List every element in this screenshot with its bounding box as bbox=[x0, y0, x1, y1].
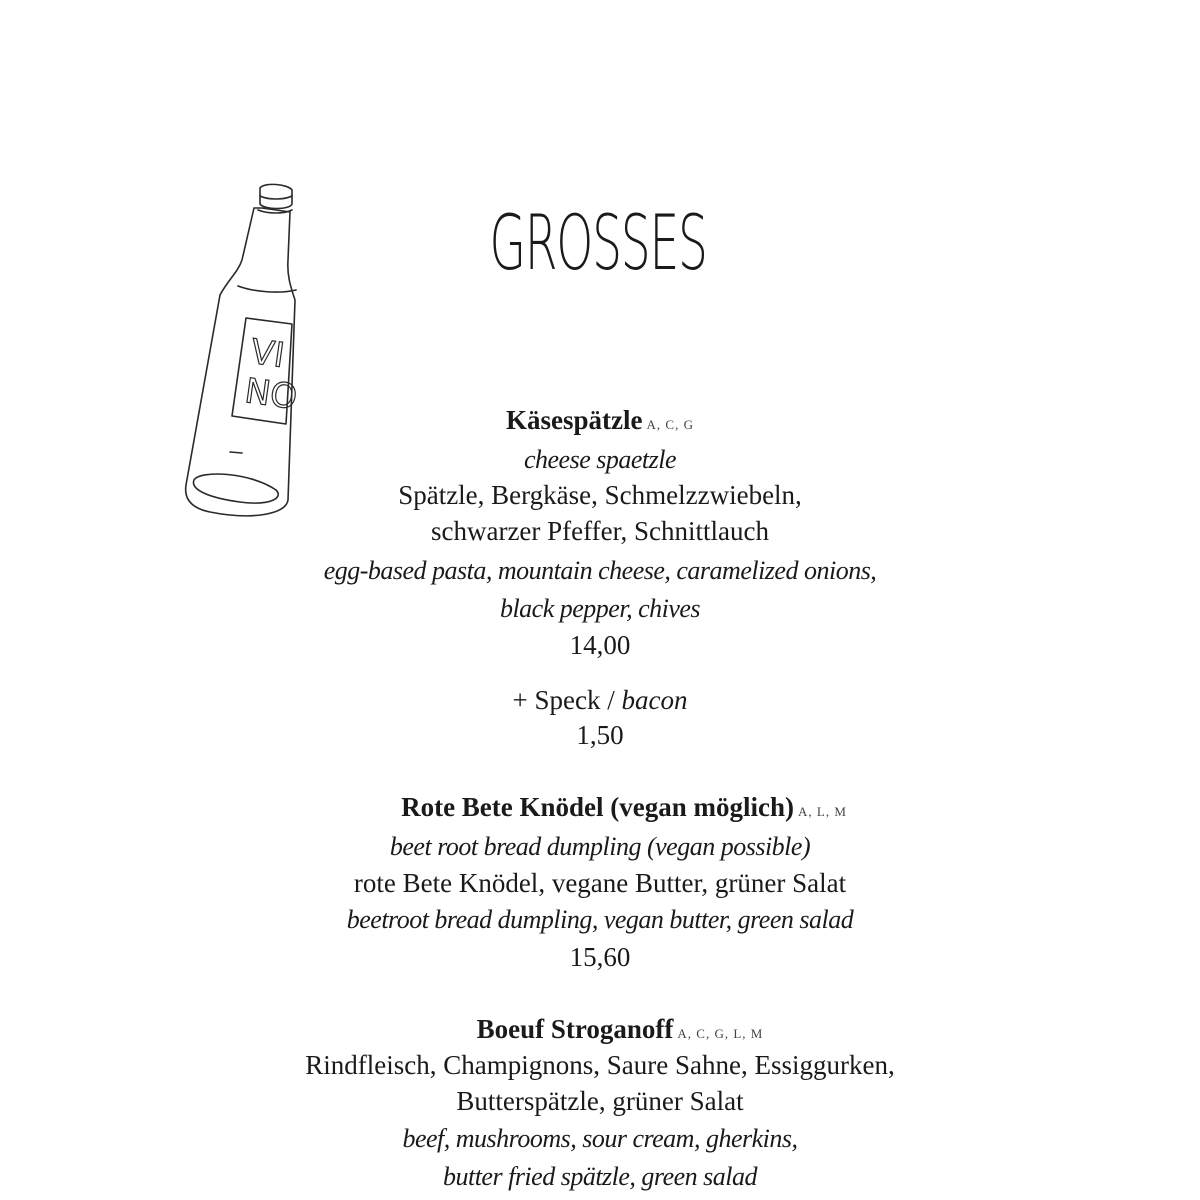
dish-name-en: cheese spaetzle bbox=[523, 445, 677, 474]
addon-label-de: + Speck / bbox=[512, 685, 615, 715]
dish-allergens: A, C, G bbox=[646, 417, 694, 432]
dish-price: 15,60 bbox=[569, 942, 631, 972]
dish-name: Käsespätzle bbox=[506, 405, 643, 435]
dish-desc-en: black pepper, chives bbox=[499, 594, 701, 623]
dish-name-en: beet root bread dumpling (vegan possible) bbox=[389, 832, 811, 861]
dish-desc-de: schwarzer Pfeffer, Schnittlauch bbox=[430, 516, 770, 546]
dish-desc-de: rote Bete Knödel, vegane Butter, grüner Salat bbox=[353, 868, 847, 898]
dish-name-row bbox=[0, 407, 1200, 434]
dish-allergens: A, L, M bbox=[798, 804, 847, 819]
dish-desc-de: Butterspätzle, grüner Salat bbox=[456, 1086, 744, 1116]
bottle-label-text-line2: NO bbox=[242, 371, 300, 418]
bottle-label-text-line1: VI bbox=[248, 331, 287, 377]
dish-name: Boeuf Stroganoff bbox=[476, 1014, 674, 1044]
dish-addon bbox=[0, 687, 1200, 714]
addon-price: 1,50 bbox=[576, 720, 624, 750]
dish-desc-de: Rindfleisch, Champignons, Saure Sahne, Essiggurken, bbox=[305, 1050, 895, 1080]
dish-desc-en: beef, mushrooms, sour cream, gherkins, bbox=[402, 1124, 798, 1153]
dish-desc-de: Spätzle, Bergkäse, Schmelzzwiebeln, bbox=[398, 480, 802, 510]
dish-name-row bbox=[0, 794, 1200, 821]
dish-desc-en: butter fried spätzle, green salad bbox=[442, 1162, 757, 1191]
dish-desc-en: egg-based pasta, mountain cheese, caramelized onions, bbox=[323, 556, 877, 585]
dish-name: Rote Bete Knödel (vegan möglich) bbox=[401, 792, 795, 822]
addon-label-en: bacon bbox=[621, 685, 688, 715]
dish-name-row bbox=[0, 1016, 1200, 1043]
section-title: GROSSES bbox=[489, 198, 707, 287]
dish-desc-en: beetroot bread dumpling, vegan butter, green salad bbox=[346, 905, 854, 934]
dish-allergens: A, C, G, L, M bbox=[677, 1026, 764, 1041]
dish-price: 14,00 bbox=[569, 630, 631, 660]
